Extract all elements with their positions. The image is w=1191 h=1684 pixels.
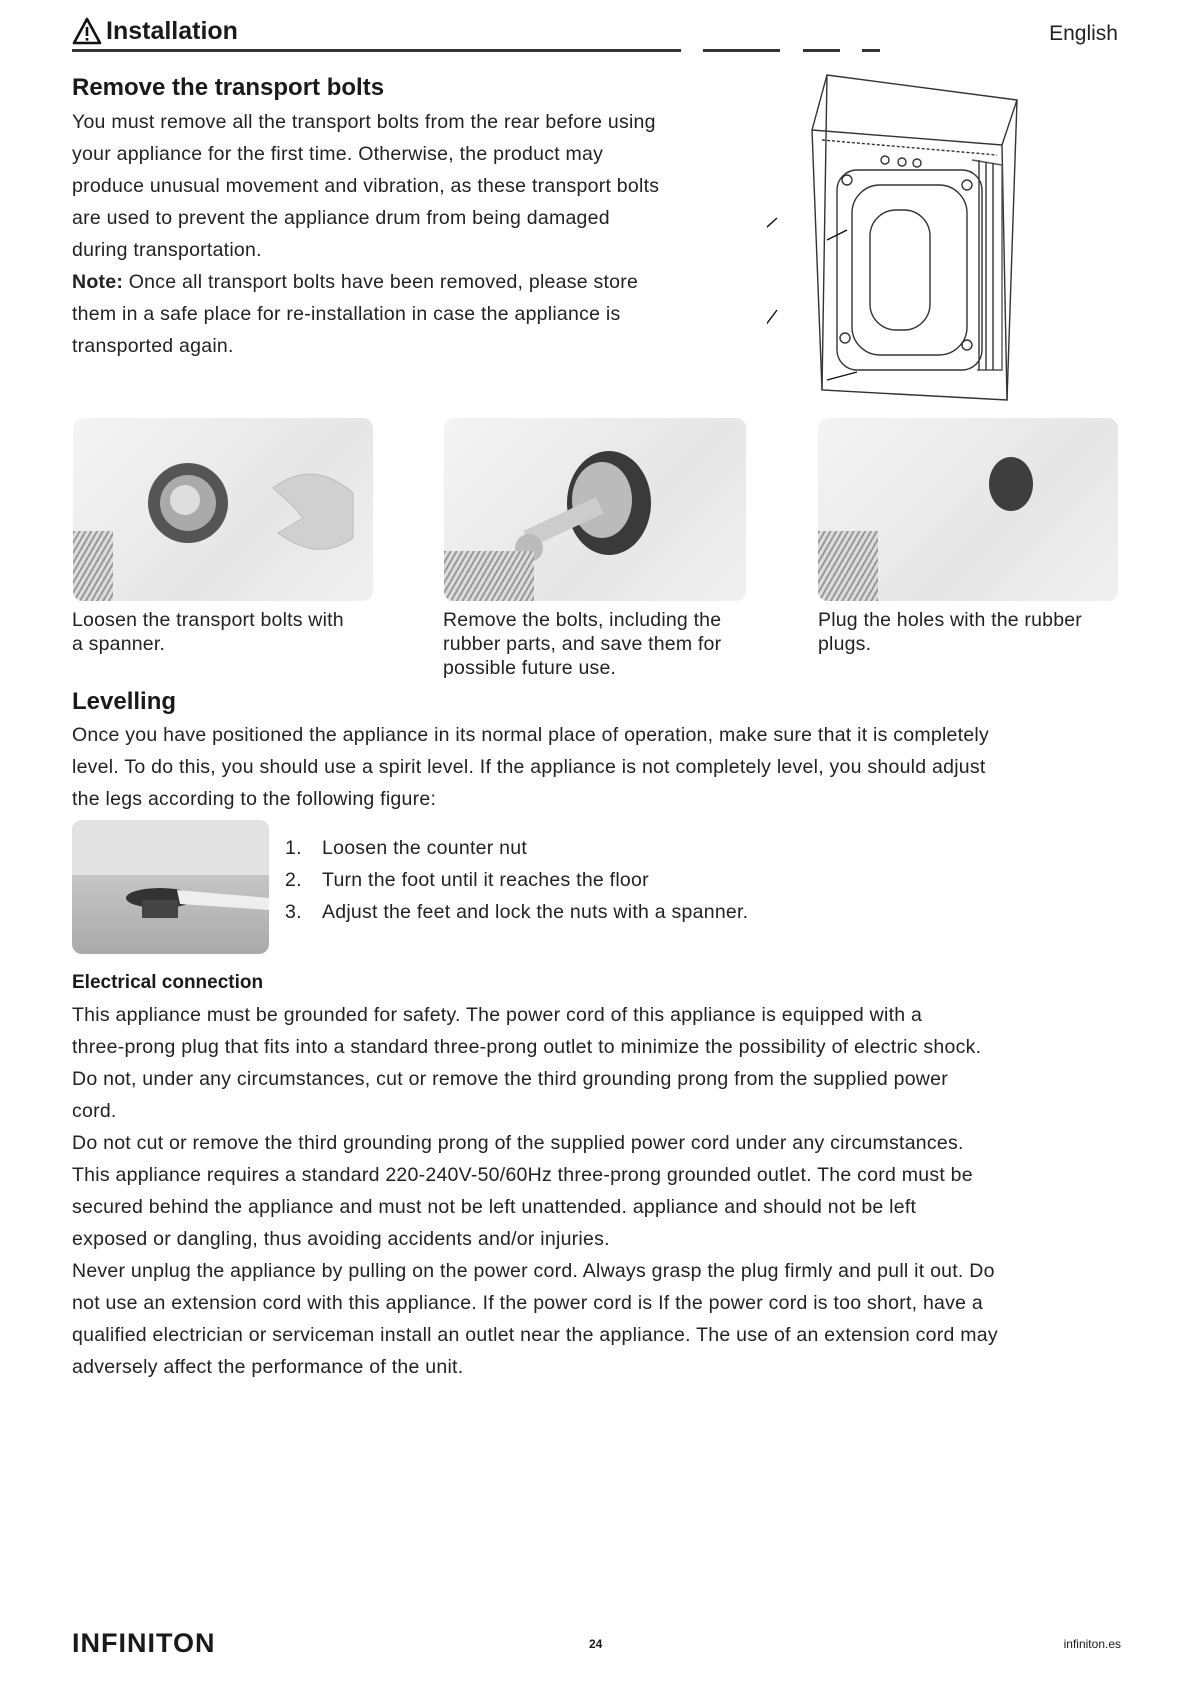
electrical-text-line: Do not, under any circumstances, cut or remove the third grounding prong from the supplied power: [72, 1068, 948, 1090]
levelling-heading: Levelling: [72, 688, 177, 715]
header-divider: [72, 49, 681, 52]
step-photo-remove-bolts: [444, 418, 746, 601]
electrical-text-line: This appliance requires a standard 220-240V-50/60Hz three-prong grounded outlet. The cord must be: [72, 1164, 973, 1186]
list-item: 3. Adjust the feet and lock the nuts with a spanner.: [285, 901, 749, 923]
page-number: 24: [589, 1637, 603, 1651]
electrical-text-line: This appliance must be grounded for safety. The power cord of this appliance is equipped with a: [72, 1004, 923, 1026]
step-photo-plug-holes: [818, 418, 1118, 601]
list-item: 2. Turn the foot until it reaches the floor: [285, 869, 649, 891]
header-divider-dash: [862, 49, 880, 52]
electrical-text-line: adversely affect the performance of the unit.: [72, 1356, 464, 1378]
step-caption-3: Plug the holes with the rubber plugs.: [818, 609, 1082, 655]
list-item: 1. Loosen the counter nut: [285, 837, 527, 859]
header-divider-dash: [803, 49, 840, 52]
electrical-heading: Electrical connection: [72, 972, 264, 993]
levelling-foot-photo: [72, 820, 269, 954]
warning-icon: [72, 16, 102, 46]
bolt-and-spanner-icon: [73, 418, 373, 601]
electrical-text-line: not use an extension cord with this appliance. If the power cord is If the power cord is too short, have a: [72, 1292, 983, 1314]
electrical-text-line: qualified electrician or serviceman install an outlet near the appliance. The use of an extension cord may: [72, 1324, 998, 1346]
electrical-text-line: three-prong plug that fits into a standard three-prong outlet to minimize the possibility of electric shock.: [72, 1036, 982, 1058]
step-caption-2: Remove the bolts, including the rubber parts, and save them for possible future use.: [443, 609, 722, 679]
electrical-text-line: Do not cut or remove the third grounding prong of the supplied power cord under any circumstances.: [72, 1132, 964, 1154]
electrical-text: [72, 999, 998, 1383]
electrical-text-line: secured behind the appliance and must not be left unattended. appliance and should not be left: [72, 1196, 917, 1218]
website-link[interactable]: infiniton.es: [1063, 1637, 1121, 1651]
electrical-text-line: Never unplug the appliance by pulling on the power cord. Always grasp the plug firmly and pull it out. Do: [72, 1260, 995, 1282]
brand-logo: INFINITON: [72, 1628, 216, 1658]
electrical-text-line: exposed or dangling, thus avoiding accidents and/or injuries.: [72, 1228, 610, 1250]
language-label: English: [1049, 22, 1118, 45]
step-caption-1: Loosen the transport bolts with a spanner.: [72, 609, 344, 655]
step-photo-loosen-bolts: [73, 418, 373, 601]
header-divider-dash: [703, 49, 780, 52]
transport-bolts-text: You must remove all the transport bolts from the rear before using your appliance for the first time. Otherwise, the product may produce unusual movement and vibration, as these transport bolts are used to prevent the appliance drum from being damaged during transportation. Note: Once all transport bolts have been removed, please store them in a safe place for re-installation in case the appliance is transported again.: [72, 111, 660, 357]
levelling-text: Once you have positioned the appliance in its normal place of operation, make sure that it is completely level. To do this, you should use a spirit level. If the appliance is not completely level, you should adjust the legs according to the following figure:: [72, 724, 990, 810]
section-title: Installation: [72, 16, 238, 46]
washing-machine-rear-illustration: [767, 70, 1047, 410]
note-label: Note:: [72, 271, 124, 293]
levelling-steps-list: [285, 832, 748, 928]
transport-bolts-heading: Remove the transport bolts: [72, 74, 385, 101]
electrical-text-line: cord.: [72, 1100, 117, 1122]
adjustable-foot-icon: [72, 820, 269, 954]
